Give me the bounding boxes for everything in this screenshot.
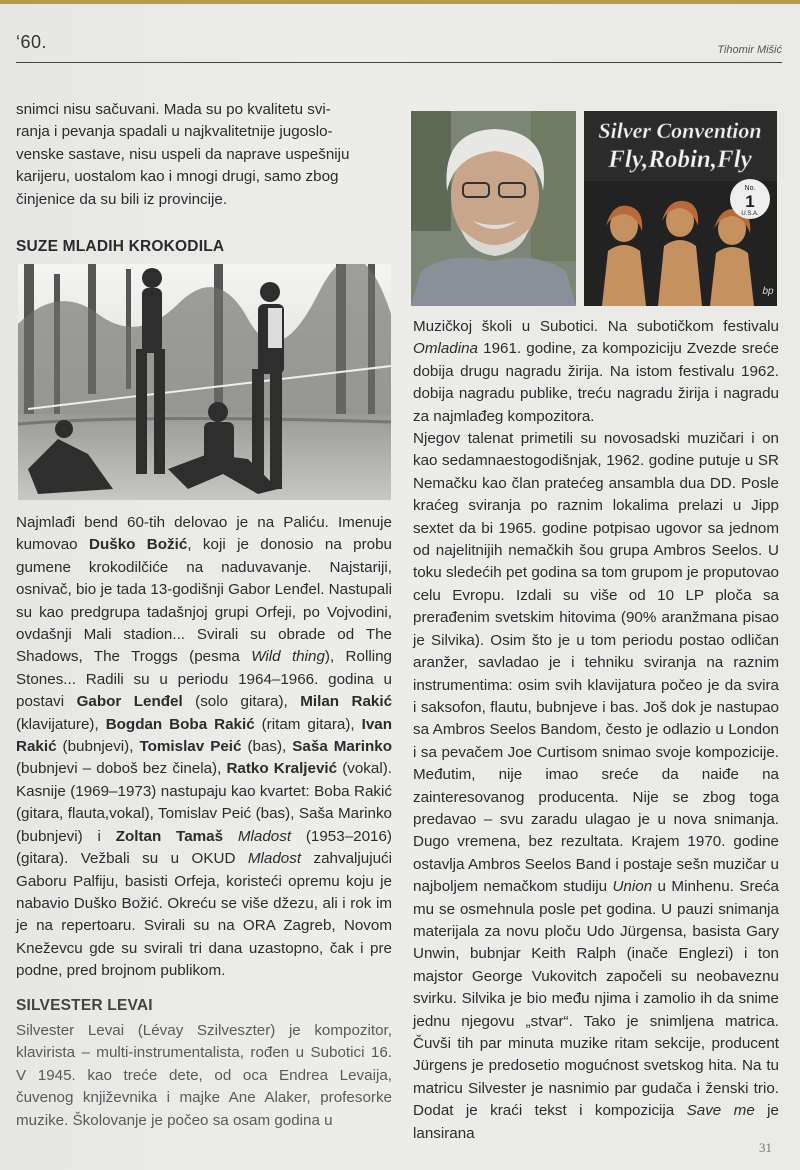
album-label-logo: bp [762,286,774,297]
album-cover-image [584,111,777,306]
band-photo [18,264,391,500]
heading-suze: SUZE MLADIH KROKODILA [16,238,225,255]
levai-paragraph-cont-2: Njegov talenat primetili su novosadski muzičari i on kao sedamnaestogodišnjak, 1962. godine putuje u SR Nemačku kao član pratećeg ansambla dua DD. Posle kraćeg sviranja po raznim lokalima prelazi u Jipp sextet da bi 1965. godine potpisao ugovor sa jednom od najelitnijih nemačkih šou grupa Ambros Seelos. U toku sledećih pet godina sa tom grupom je proputovao celu Evropu. Izdali su više od 10 LP ploča sa prerađenim svetskim hitovima (90% aranžmana pisao je Silvika). Osim što je u tom periodu postao odličan aranžer, savladao je i tehniku sviranja na raznim instrumentima: osim svih klavijatura počeo je da svira i saksofon, flautu, bubnjeve i bas. Još dok je nastupao sa Ambros Seelos Bandom, često je odlazio u London i sa pevačem Joe Curtisom snimao svoje kompozicije. Međutim, nije imao sreće da naiđe na zainteresovanog producenta. Nije se zbog toga predavao – svu zaradu ulagao je u nova snimanja. Dugo vremena, bez rezultata. Krajem 1970. godine ostavlja Ambros Seelos Band i postaje sešn muzičar u najboljem nemačkom studiju Union u Minhenu. Sreća mu se osmehnula posle pet godina. U pauzi snimanja materijala za novu ploču Udo Jürgensa, basista Gary Unwin, bubnjar Keith Ralph (inače Englezi) i ton majstor George Vukovitch započeli su neobaveznu svirku. Silvika je bio među njima i zamolio ih da snime jednu njegovu „stvar“. Tako je snimljena matrica. Čuvši tih par minuta muzike ritam sekcije, producent Jürgens je predosetio mogućnost svetskog hita. Na tu matricu Silvester je nasnimio par gudača i ženski trio. Dodat je kraći tekst i kompozicija Save me je lansirana [413,430,779,1142]
album-title-text: Fly,Robin,Fly [608,146,752,173]
intro-line: činjenice da su bili iz provincije. [16,190,228,208]
badge-number: 1 [745,192,755,211]
levai-paragraph-cont-1: Muzičkoj školi u Subotici. Na subotičkom festivalu Omladina 1961. godine, za kompoziciju Zvezde sreće dobija drugu nagradu žirija. Na istom festivalu 1962. dobija nagradu publike, treću nagradu žirija i nagradu za najmlađeg kompozitora. [413,318,779,425]
header-rule [16,62,782,63]
levai-paragraph: Silvester Levai (Lévay Szilveszter) je kompozitor, klavirista – multi-instrumentalista, rođen u Subotici 16. V 1945. kao treće dete, od oca Endrea Levaija, čuvenog književnika i majke Ane Alaker, profesorke muzike. Školovanje je počeo sa osam godina u [16,1022,392,1129]
name-dusko: Duško Božić [89,536,188,554]
album-cover [584,111,777,306]
left-column-intro [16,99,390,211]
portrait-image [411,111,576,306]
heading-levai: SILVESTER LEVAI [16,997,153,1014]
suze-paragraph: Najmlađi bend 60-tih delovao je na Paliću. Imenuje kumovao Duško Božić, koji je donosio na probu gumene krokodilčiće na naduvavanje. Najstariji, osnivač, bio je tada 13-godišnji Gabor Lenđel. Nastupali su kao predgrupa tadašnjoj grupi Orfeji, po Vojvodini, ovdašnji Mali stadion... Svirali su obrade od The Shadows, The Troggs (pesma Wild thing), Rolling Stones... Radili su u periodu 1964–1966. godina u postavi Gabor Lenđel (solo gitara), Milan Rakić (klavijature), Bogdan Boba Rakić (ritam gitara), Ivan Rakić (bubnjevi), Tomislav Peić (bas), Saša Marinko (bubnjevi – doboš bez činela), Ratko Kraljević (vokal). Kasnije (1969–1973) nastupaju kao kvartet: Boba Rakić (gitara, flauta,vokal), Tomislav Peić (bas), Saša Marinko (bubnjevi) i Zoltan Tamaš Mladost (1953–2016) (gitara). Vežbali su u OKUD Mladost zahvaljujući Gaboru Palfiju, basisti Orfeja, koristeći opremu koju je nabavio Duško Božić. Okreću se više džezu, ali i rok im je na repertoaru. Svirali su na ORA Zagreb, Novom Kneževcu gde su svirali tri dana uzastopno, čak i pre podne, pred brojnom publikom. [16,514,393,980]
badge-bottom-text: U.S.A. [741,211,759,217]
badge-top-text: No. [744,185,756,192]
intro-line: snimci nisu sačuvani. Mada su po kvalitetu svi- [16,101,331,118]
intro-line: venske sastave, nisu uspeli da naprave uspešniju [16,145,350,163]
running-author: Tihomir Mišić [717,44,782,56]
page-number: 31 [759,1140,772,1155]
section-label: ‘60. [16,32,48,52]
album-artist-text: Silver Convention [598,118,762,143]
page-top-edge [0,0,800,4]
portrait-photo [411,111,576,306]
band-photo-image [18,264,391,500]
intro-line: karijeru, uostalom kao i mnogi drugi, samo zbog [16,168,339,186]
right-column [413,316,779,1145]
intro-line: ranja i pevanja spadali u najkvalitetnije jugoslo- [16,123,333,141]
